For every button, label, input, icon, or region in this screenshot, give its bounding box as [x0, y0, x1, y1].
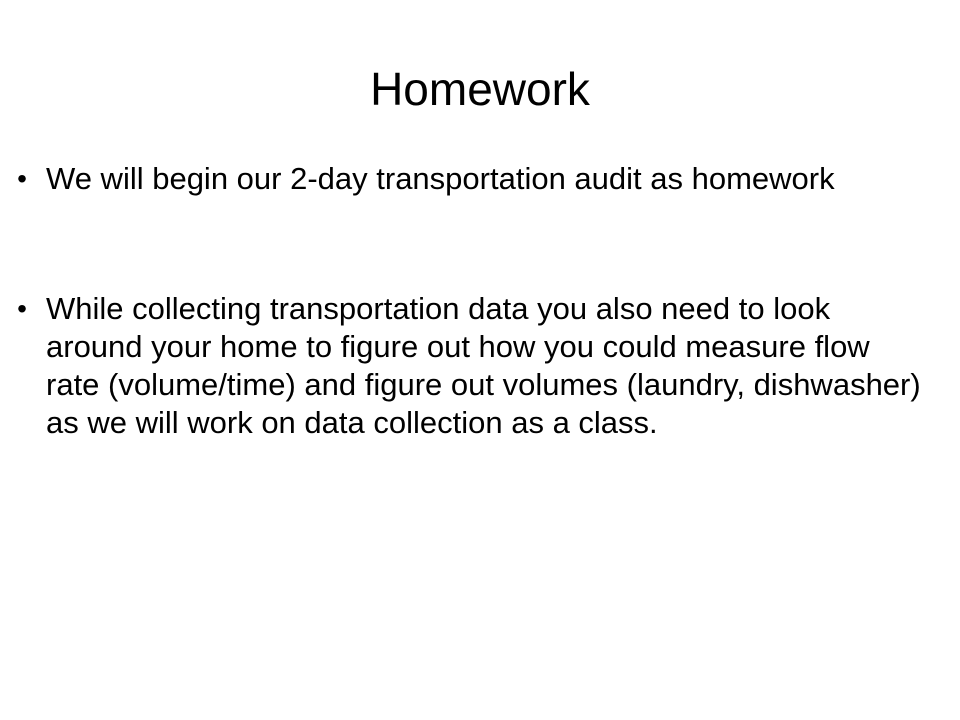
bullet-dot-icon: • [17, 293, 27, 324]
slide-title: Homework [370, 63, 590, 115]
bullet-item-data-collection [17, 290, 926, 442]
bullet-item-transportation-audit [17, 160, 926, 198]
bullet-list [17, 160, 926, 442]
bullet-text: We will begin our 2-day transportation audit as homework [46, 161, 835, 196]
bullet-text: While collecting transportation data you also need to look around your home to figure out how you could measure flow rate (volume/time) and figure out volumes (laundry, dishwasher) as we will work on data collection as a class. [46, 291, 921, 440]
bullet-dot-icon: • [17, 163, 27, 194]
